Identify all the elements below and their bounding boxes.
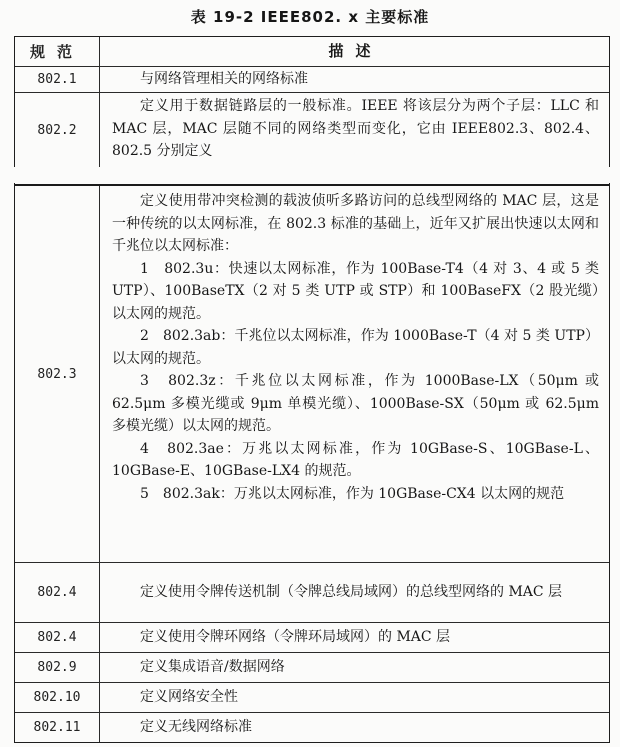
spec-cell: 802.4	[15, 623, 100, 652]
table-row	[15, 682, 609, 712]
description-item: 3 802.3z：千兆位以太网标准，作为 1000Base-LX（50μm 或 62.5μm 多模光缆或 9μm 单模光缆）、1000Base-SX（50μm 或 62.5μm 多模光缆）以太网的规范。	[112, 373, 599, 434]
description-text: 定义无线网络标准	[140, 719, 252, 736]
description-cell	[100, 563, 609, 622]
description-text: 定义集成语音/数据网络	[140, 659, 285, 676]
spec-cell: 802.10	[15, 683, 100, 712]
header-spec: 规范	[15, 37, 100, 66]
description-cell	[100, 67, 609, 92]
description-cell	[100, 623, 609, 652]
description-cell	[100, 713, 609, 742]
description-cell	[100, 186, 609, 562]
spec-cell: 802.2	[15, 93, 100, 168]
description-item: 2 802.3ab：千兆位以太网标准，作为 1000Base-T（4 对 5 类 UTP）以太网的规范。	[112, 328, 599, 367]
spec-cell: 802.4	[15, 563, 100, 622]
table-row	[15, 92, 609, 168]
spec-cell: 802.3	[15, 186, 100, 562]
table-page-break	[14, 167, 610, 183]
description-text: 定义使用带冲突检测的载波侦听多路访问的总线型网络的 MAC 层，这是一种传统的以太网标准，在 802.3 标准的基础上，近年又扩展出快速以太网和千兆位以太网标准：	[112, 193, 599, 254]
spec-cell: 802.9	[15, 653, 100, 682]
table-header-row	[15, 37, 609, 66]
standards-table	[14, 36, 610, 743]
description-text: 与网络管理相关的网络标准	[140, 71, 308, 88]
description-text: 定义使用令牌环网络（令牌环局域网）的 MAC 层	[140, 629, 451, 646]
description-text: 定义使用令牌传送机制（令牌总线局域网）的总线型网络的 MAC 层	[140, 584, 563, 601]
description-text: 定义用于数据链路层的一般标准。IEEE 将该层分为两个子层：LLC 和 MAC 层，MAC 层随不同的网络类型而变化，它由 IEEE802.3、802.4、802.5 分别定义	[112, 98, 599, 159]
description-item: 1 802.3u：快速以太网标准，作为 100Base-T4（4 对 3、4 或 5 类 UTP）、100BaseTX（2 对 5 类 UTP 或 STP）和 100BaseFX（2 股光缆）以太网的规范。	[112, 260, 599, 322]
description-cell	[100, 93, 609, 168]
table-row	[15, 652, 609, 682]
header-description: 描述	[328, 42, 383, 61]
description-text: 定义网络安全性	[140, 689, 238, 706]
table-row	[15, 184, 609, 562]
description-cell	[100, 653, 609, 682]
description-item: 5 802.3ak：万兆以太网标准，作为 10GBase-CX4 以太网的规范	[140, 485, 565, 502]
spec-cell: 802.11	[15, 713, 100, 742]
description-item: 4 802.3ae：万兆以太网标准，作为 10GBase-S、10GBase-L、10GBase-E、10GBase-LX4 的规范。	[112, 440, 599, 479]
table-title: 表 19-2 IEEE802. x 主要标准	[190, 8, 430, 26]
description-cell	[100, 683, 609, 712]
table-row	[15, 562, 609, 622]
table-row	[15, 622, 609, 652]
table-row	[15, 66, 609, 92]
spec-cell: 802.1	[15, 67, 100, 92]
table-row	[15, 712, 609, 742]
